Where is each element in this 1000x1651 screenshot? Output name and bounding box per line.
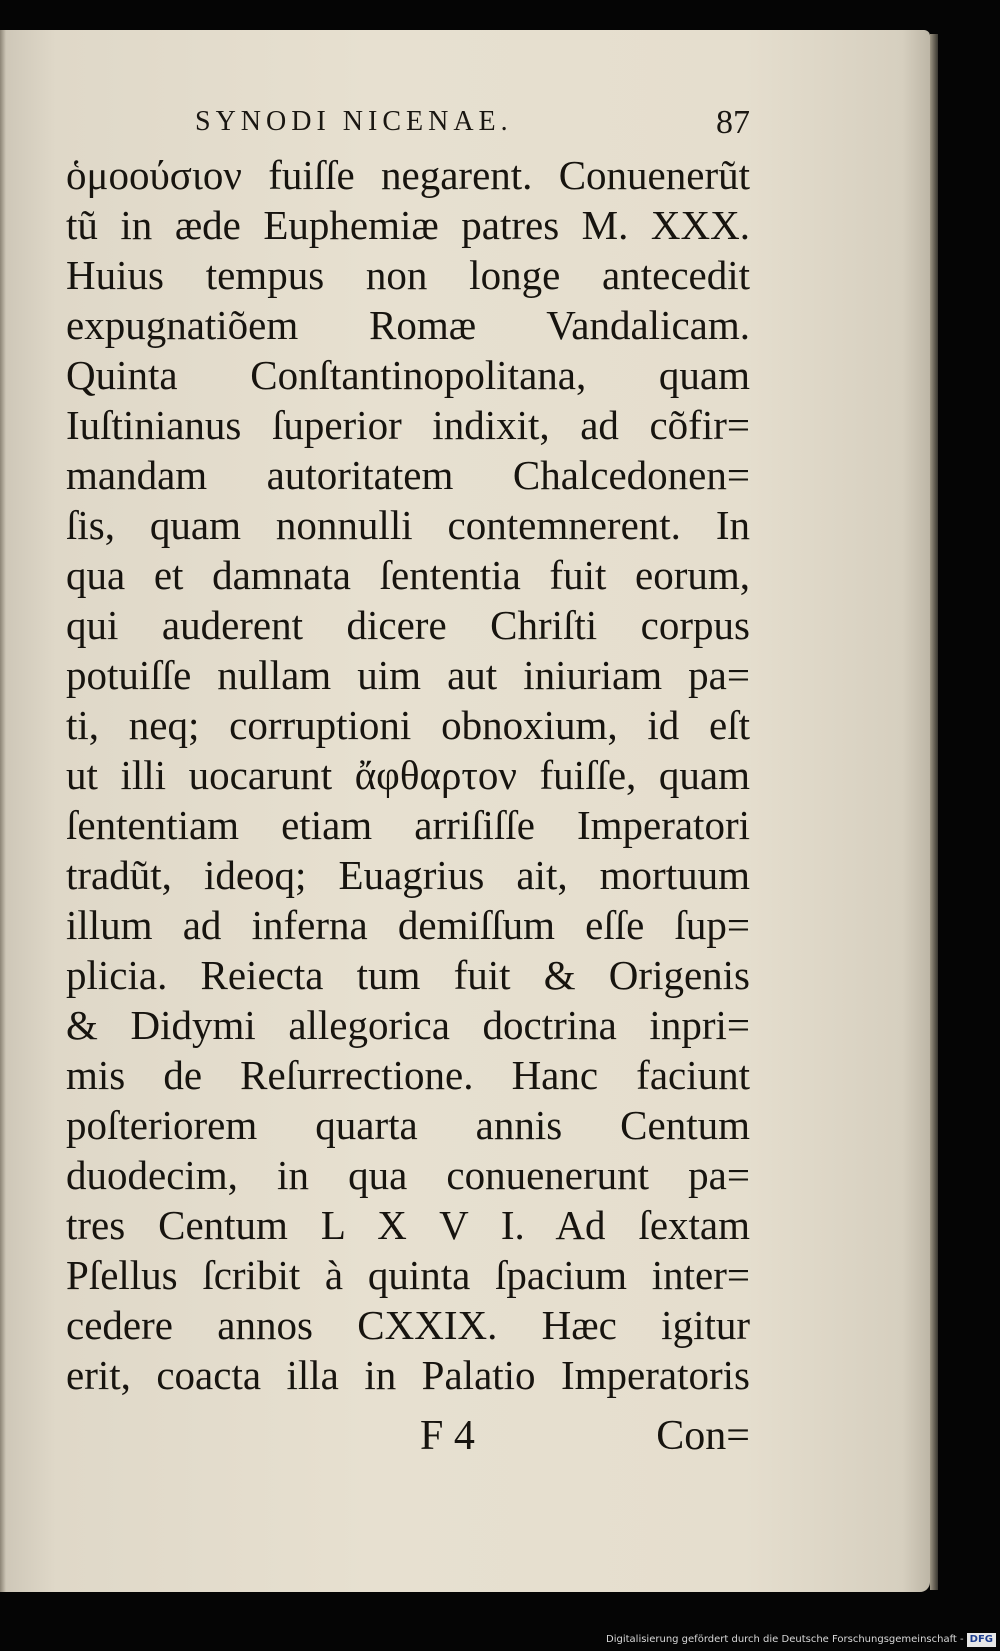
text-line: poſteriorem quarta annis Centum [66, 1102, 750, 1148]
text-line: mis de Reſurrectione. Hanc faciunt [66, 1052, 750, 1098]
credit-text: Digitalisierung gefördert durch die Deutsche Forschungsgemeinschaft - [606, 1634, 964, 1645]
page-number: 87 [716, 104, 750, 141]
text-line: ſis, quam nonnulli contemnerent. In [66, 502, 750, 548]
text-line: erit, coacta illa in Palatio Imperatoris [66, 1352, 750, 1398]
text-line: Quinta Conſtantinopolitana, quam [66, 352, 750, 398]
running-title: SYNODI NICENAE. [195, 106, 513, 137]
page-edge [930, 34, 938, 1590]
text-line: tres Centum L X V I. Ad ſextam [66, 1202, 750, 1248]
text-line: & Didymi allegorica doctrina inpri= [66, 1002, 750, 1048]
text-line: qua et damnata ſententia fuit eorum, [66, 552, 750, 598]
signature-mark: F 4 [420, 1413, 475, 1459]
text-line: ὁμοούσιον fuiſſe negarent. Conuenerũt [66, 152, 750, 198]
text-line: ti, neq; corruptioni obnoxium, id eſt [66, 702, 750, 748]
text-line: Pſellus ſcribit à quinta ſpacium inter= [66, 1252, 750, 1298]
text-line: mandam autoritatem Chalcedonen= [66, 452, 750, 498]
catchword: Con= [656, 1413, 750, 1459]
digitization-credit [606, 1631, 996, 1649]
text-line: Huius tempus non longe antecedit [66, 252, 750, 298]
text-line: Iuſtinianus ſuperior indixit, ad cõfir= [66, 402, 750, 448]
text-line: expugnatiõem Romæ Vandalicam. [66, 302, 750, 348]
text-line: illum ad inferna demiſſum eſſe ſup= [66, 902, 750, 948]
text-line: qui auderent dicere Chriſti corpus [66, 602, 750, 648]
page-gutter-shadow [0, 30, 6, 1592]
text-line: duodecim, in qua conuenerunt pa= [66, 1152, 750, 1198]
text-line: cedere annos CXXIX. Hæc igitur [66, 1302, 750, 1348]
page-footer [400, 1412, 750, 1462]
text-line: tũ in æde Euphemiæ patres M. XXX. [66, 202, 750, 248]
text-line: tradũt, ideoq; Euagrius ait, mortuum [66, 852, 750, 898]
page-header [195, 106, 750, 140]
text-line: ut illi uocarunt ἄφθαρτον fuiſſe, quam [66, 752, 750, 798]
text-line: potuiſſe nullam uim aut iniuriam pa= [66, 652, 750, 698]
body-text [66, 150, 750, 1400]
text-line: plicia. Reiecta tum fuit & Origenis [66, 952, 750, 998]
dfg-logo: DFG [967, 1633, 996, 1647]
text-line: ſententiam etiam arriſiſſe Imperatori [66, 802, 750, 848]
